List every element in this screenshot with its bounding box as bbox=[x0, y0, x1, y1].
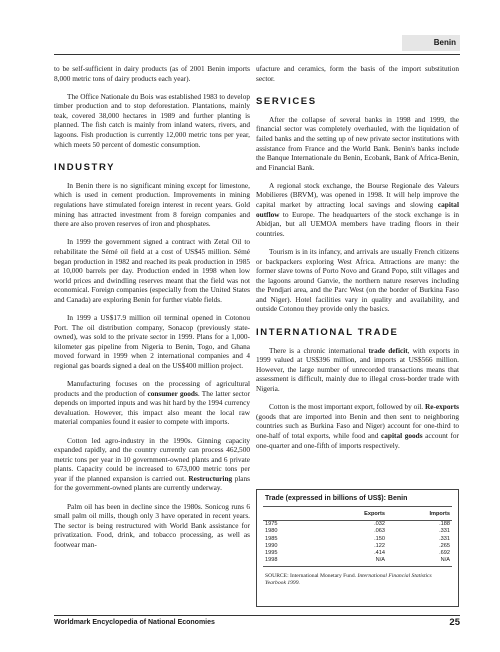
text-run: (goods that are imported into Benin and then sent to neighboring countries such as Burkina Faso and Niger) account for one-third to one-half of total exports, while food and bbox=[256, 411, 459, 440]
trade-table bbox=[256, 489, 459, 607]
paragraph: In Benin there is no significant mining except for limestone, which is used in cement production. Improvements in mining regulations have stimulated foreign interest in recent years. Gold mining has attracted investment from 8 foreign companies and there are also proven reserves of iron and phosphates. bbox=[54, 180, 250, 229]
imports-cell: .331 bbox=[439, 528, 450, 535]
paragraph bbox=[256, 181, 459, 239]
paragraph: After the collapse of several banks in 1998 and 1999, the financial sector was completely overhauled, with the liquidation of failed banks and the setting up of new private sector institutions with assistance from France and the World Bank. Benin's banks include the Banque Internationale du Benin, Ecobank, Bank of Africa-Benin, and Financial Bank. bbox=[256, 114, 459, 172]
year-cell: 1990 bbox=[265, 542, 278, 549]
text-run: Cotton is the most important export, followed by oil. bbox=[269, 402, 425, 412]
table-row bbox=[257, 536, 458, 543]
glossary-term: Re-exports bbox=[424, 402, 459, 412]
text-run: A regional stock exchange, the Bourse Regionale des Valeurs Mobilieres (BRVM), was opened in 1998. It will help improve the capital market by attracting local savings and slowing bbox=[256, 180, 459, 210]
table-row bbox=[257, 543, 458, 550]
text-run: account for one-quarter and one-fifth of imports respectively. bbox=[256, 430, 459, 450]
year-cell: 1985 bbox=[265, 535, 278, 542]
year-cell: 1975 bbox=[265, 521, 278, 528]
paragraph: In 1999 the government signed a contract with Zetal Oil to rehabilitate the Sémé oil field at a cost of US$45 million. Sémé began production in 1982 and reached its peak production in 1985 at 10,000 barrels per day. Production ended in 1998 when low world prices and dwindling reserves meant that the field was not economical. Foreign companies (especially from the United States and Canada) are exploring Benin for further viable fields. bbox=[54, 237, 250, 304]
exports-column-header: Exports bbox=[364, 511, 385, 517]
running-header: Benin bbox=[402, 35, 460, 51]
year-cell: 1995 bbox=[265, 550, 278, 557]
exports-cell: .122 bbox=[374, 542, 385, 549]
text-run: . The latter sector depends on imported inputs and was hit hard by the 1994 currency devaluation. However, this impact also meant the local raw material companies found it easier to compete with imports. bbox=[54, 388, 250, 427]
glossary-term: Restructuring bbox=[188, 473, 233, 483]
table-row bbox=[257, 550, 458, 557]
section-heading-international-trade: INTERNATIONAL TRADE bbox=[256, 327, 399, 339]
text-run: , with exports in 1999 valued at US$396 million, and imports at US$566 million. However, the large number of unrecorded transactions means that assessment is difficult, mainly due to illegal cross-border trade with Nigeria. bbox=[256, 345, 459, 394]
section-heading-industry: INDUSTRY bbox=[54, 162, 116, 174]
text-run: to Europe. The headquarters of the stock exchange is in Abidjan, but all UEMOA members have trading floors in their countries. bbox=[256, 209, 459, 238]
table-row bbox=[257, 557, 458, 564]
table-body bbox=[257, 521, 458, 564]
table-source-note bbox=[257, 567, 458, 587]
trade-table-title: Trade (expressed in billions of US$): Benin bbox=[265, 495, 408, 502]
paragraph: The Office Nationale du Bois was established 1983 to develop timber production and to stop deforestation. Plantations, mainly teak, covered 38,000 hectares in 1989 and further planting is planned. The fish catch is mainly from inland waters, rivers, and lagoons. Fish production is currently 12,000 metric tons per year, which meets 50 percent of domestic consumption. bbox=[54, 91, 250, 149]
header-rule bbox=[54, 54, 460, 55]
exports-cell: .063 bbox=[374, 528, 385, 535]
page-number: 25 bbox=[449, 617, 460, 628]
glossary-term: capital outflow bbox=[256, 200, 459, 219]
right-column bbox=[256, 64, 459, 459]
paragraph: to be self-sufficient in dairy products (as of 2001 Benin imports 8,000 metric tons of dairy products each year). bbox=[54, 64, 250, 83]
source-text: International Monetary Fund. bbox=[288, 573, 358, 580]
glossary-term: trade deficit bbox=[368, 345, 408, 355]
table-rule bbox=[263, 506, 452, 507]
paragraph bbox=[256, 402, 459, 450]
paragraph: Palm oil has been in decline since the 1980s. Sonicog runs 6 small palm oil mills, though only 3 have operated in recent years. The sector is being restructured with World Bank assistance for privatization. Food, drink, and tobacco processing, as well as footwear man- bbox=[54, 501, 250, 549]
table-header-row bbox=[257, 511, 458, 518]
text-run: plans for the government-owned plants are currently underway. bbox=[54, 473, 250, 493]
paragraph: Tourism is in its infancy, and arrivals are usually French citizens or backpackers exploring West Africa. Attractions are many: the former slave towns of Porto Novo and Grand Popo, stilt villages and the lagoons around Ganvie, the northern nature reserves including the Pendjari area, and the Parc West (on the border of Burkina Faso and Niger). Hotel facilities vary in quality and availability, and outside Cotonou they provide only the basics. bbox=[256, 246, 459, 314]
table-row bbox=[257, 528, 458, 535]
imports-cell: .331 bbox=[439, 535, 450, 542]
paragraph bbox=[54, 379, 250, 427]
source-label: SOURCE: bbox=[265, 573, 289, 580]
year-cell: 1998 bbox=[265, 557, 278, 564]
paragraph bbox=[256, 346, 459, 394]
paragraph bbox=[54, 436, 250, 494]
left-column bbox=[54, 64, 250, 558]
glossary-term: consumer goods bbox=[147, 388, 198, 398]
publication-title: Worldmark Encyclopedia of National Economies bbox=[54, 619, 215, 626]
year-cell: 1980 bbox=[265, 528, 278, 535]
text-run: Cotton led agro-industry in the 1990s. Ginning capacity expanded rapidly, and the country currently can process 462,500 metric tons per year in 10 government-owned plants and 6 private plants. Capacity could be increased to 673,000 metric tons per year if the planned expansion is carried out. bbox=[54, 435, 250, 483]
glossary-term: capital goods bbox=[381, 430, 423, 440]
imports-cell: N/A bbox=[440, 557, 450, 564]
exports-cell: .414 bbox=[374, 550, 385, 557]
imports-cell: .692 bbox=[439, 550, 450, 557]
imports-column-header: Imports bbox=[429, 511, 450, 517]
source-title: International Financial Statistics Yearbook 1999. bbox=[265, 573, 432, 587]
exports-cell: N/A bbox=[375, 557, 385, 564]
paragraph: ufacture and ceramics, form the basis of the import substitution sector. bbox=[256, 64, 459, 83]
imports-cell: .265 bbox=[439, 542, 450, 549]
table-row bbox=[257, 521, 458, 528]
text-run: There is a chronic international bbox=[269, 345, 369, 355]
exports-cell: .032 bbox=[374, 521, 385, 528]
year-column-header bbox=[265, 511, 325, 518]
footer-rule bbox=[54, 615, 460, 616]
paragraph: In 1999 a US$17.9 million oil terminal opened in Cotonou Port. The oil distribution company, Sonacop (previously state-owned), was sold to the private sector in 1999. Plans for a 1,000-kilometer gas pipeline from Nigeria to Benin, Togo, and Ghana moved forward in 1999 when 2 international companies and 4 regional gas boards signed a deal on the US$400 million project. bbox=[54, 312, 250, 370]
text-run: Manufacturing focuses on the processing of agricultural products and the production of bbox=[54, 379, 250, 398]
section-heading-services: SERVICES bbox=[256, 96, 317, 108]
imports-cell: .188 bbox=[439, 521, 450, 528]
exports-cell: .150 bbox=[374, 535, 385, 542]
